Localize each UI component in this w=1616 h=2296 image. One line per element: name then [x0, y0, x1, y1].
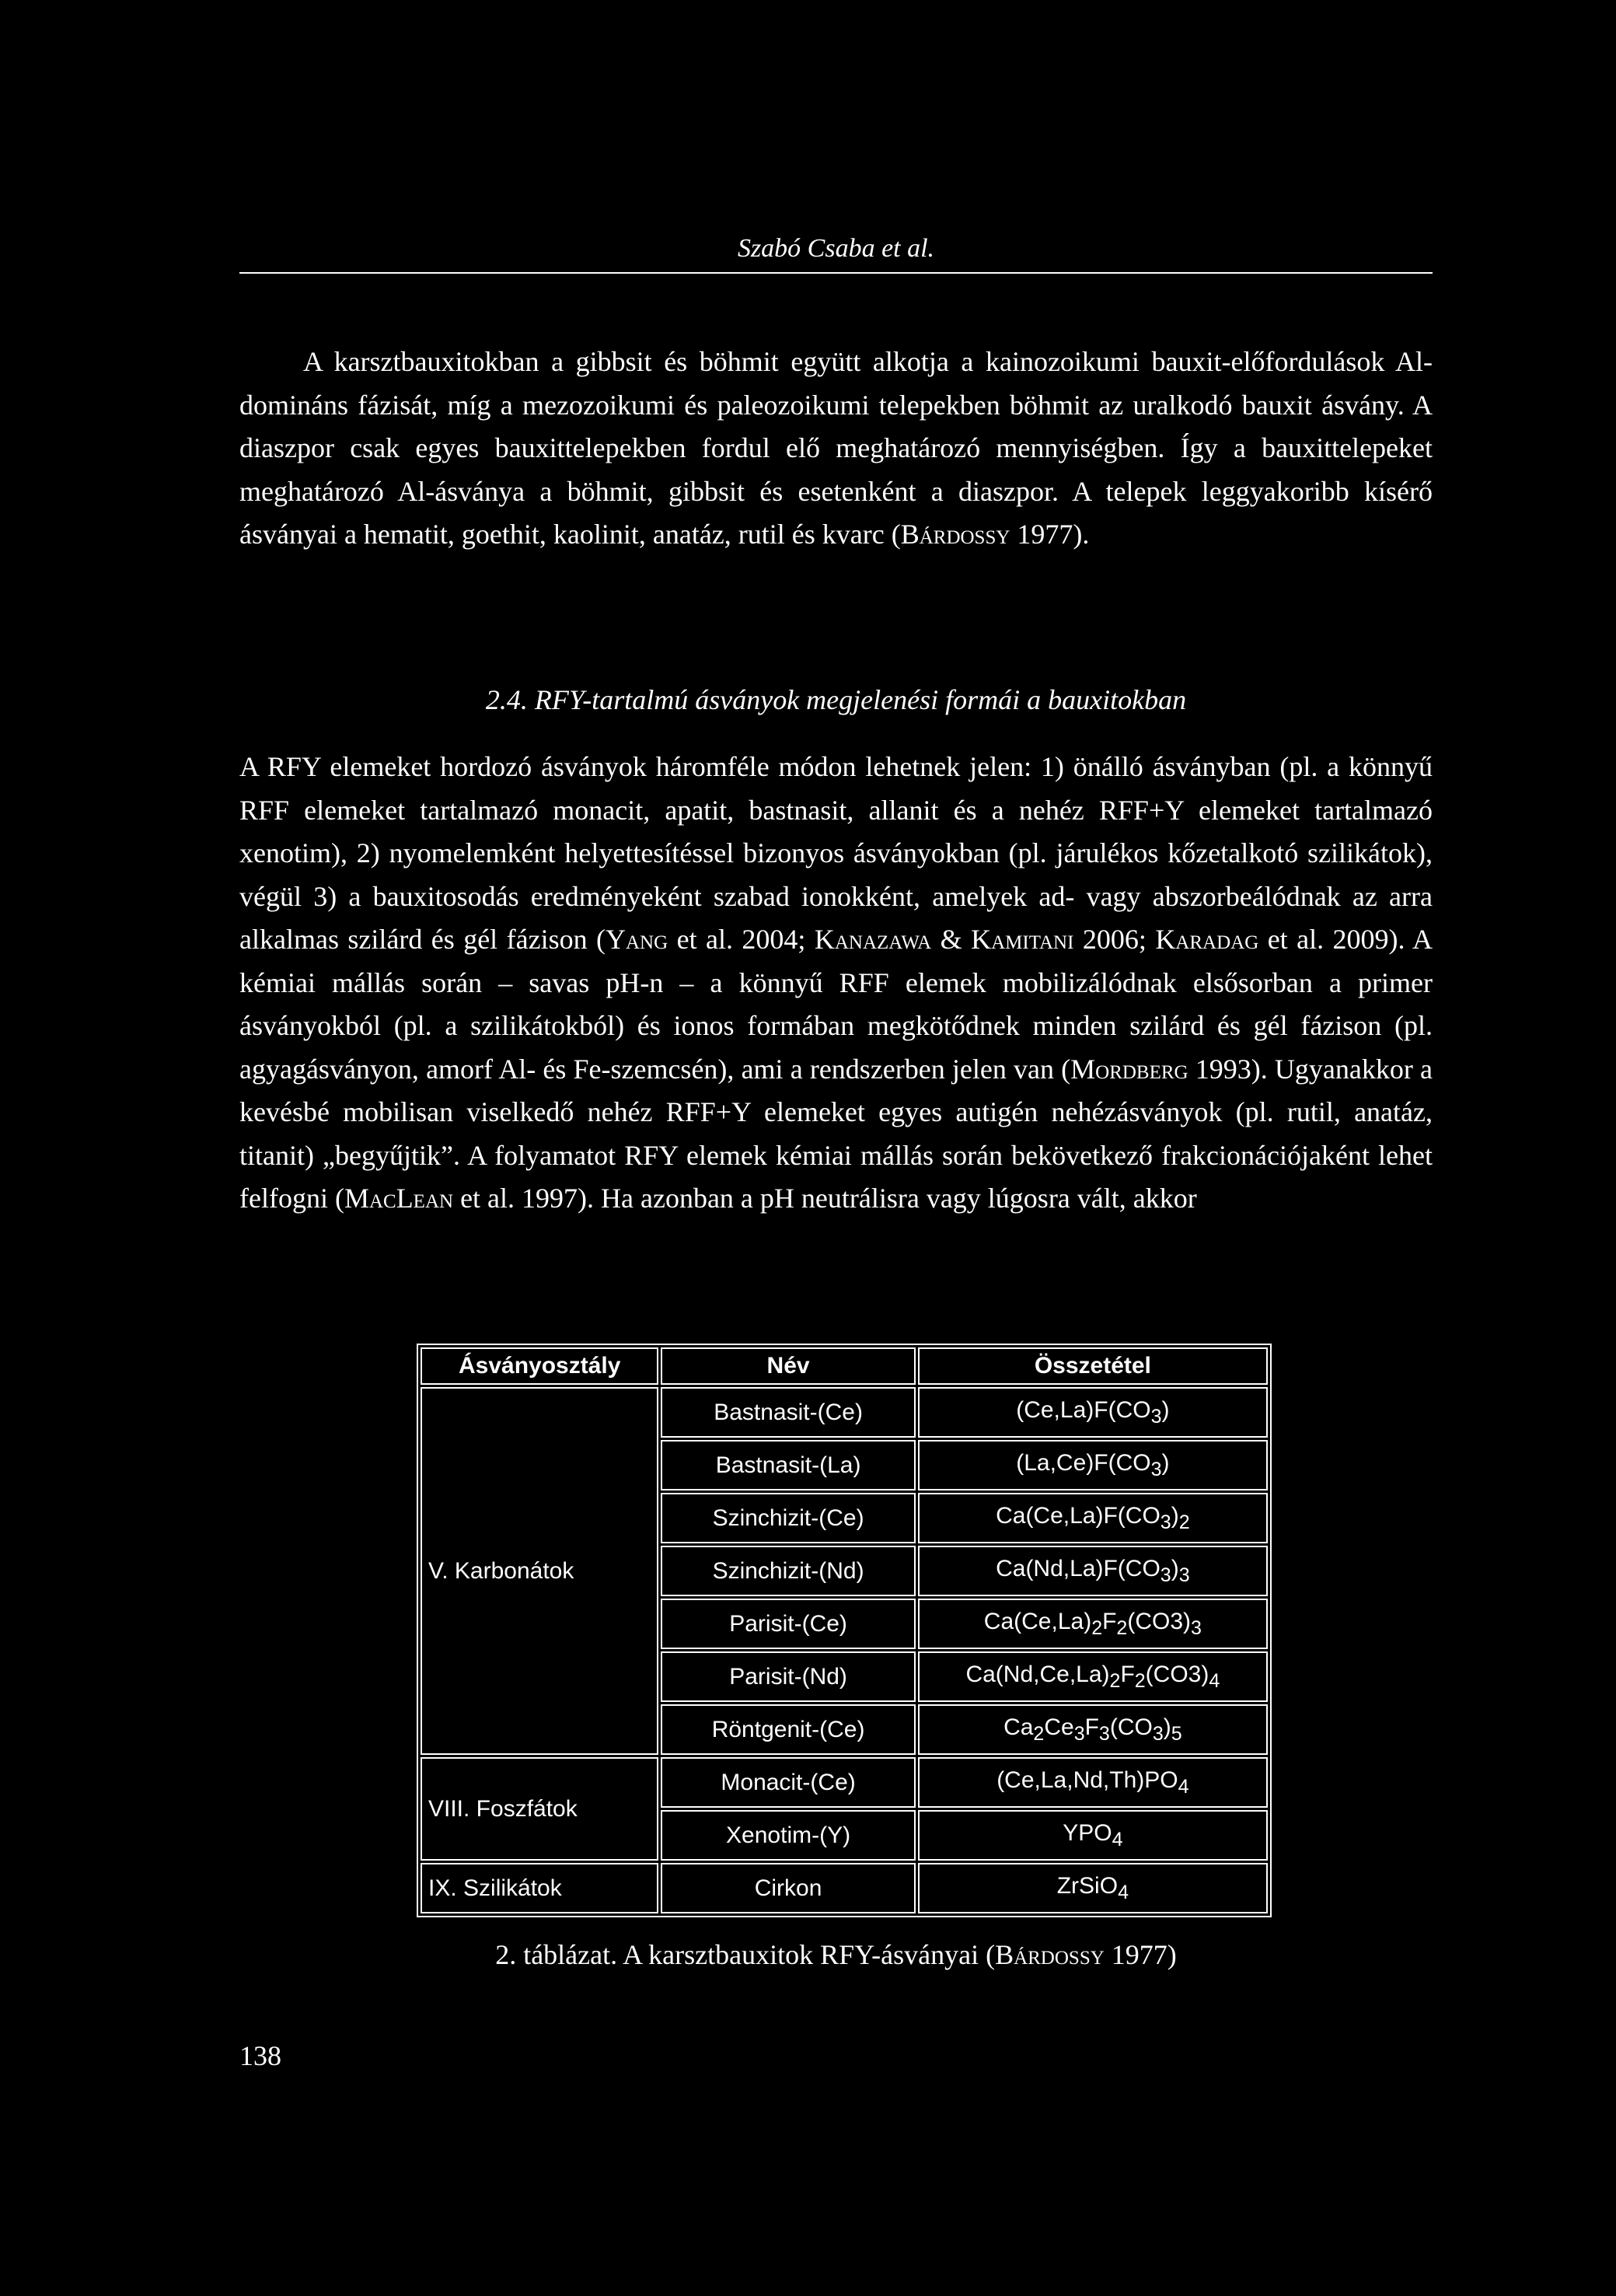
citation-author: Kanazawa [814, 924, 932, 955]
mineral-class-cell: VIII. Foszfátok [421, 1757, 658, 1861]
mineral-formula-cell: $Ca(Nd,La)F(CO_3)_3$ [918, 1546, 1268, 1596]
table-caption [239, 1936, 1433, 1973]
mineral-name-cell: Szinchizit-(Ce) [661, 1493, 915, 1543]
paragraph-text: & [931, 924, 972, 955]
running-header: Szabó Csaba et al. [737, 234, 935, 263]
table-row [421, 1863, 1268, 1913]
mineral-name-cell: Xenotim-(Y) [661, 1810, 915, 1861]
table-header-row [421, 1347, 1268, 1385]
mineral-class-cell: IX. Szilikátok [421, 1863, 658, 1913]
paragraph-text: 1993). Ugyanakkor a kevésbé mobilisan viselkedő nehéz RFF+Y elemeket egyes autigén nehézásványok (pl. rutil, anatáz, titanit) „begyűjtik”. A folyamatot RFY elemek kémiai mállás során bekövetkező frakcionációjaként lehet felfogni ( [239, 1053, 1433, 1214]
paragraph-bauxite-minerals [239, 341, 1433, 557]
paragraph-text: A RFY elemeket hordozó ásványok háromféle módon lehetnek jelen: 1) önálló ásványban (pl. a könnyű RFF elemeket tartalmazó monacit, apatit, bastnasit, allanit és a nehéz RFF+Y elemeket tartalmazó xenotim), 2) nyomelemként helyettesítéssel bizonyos ásványokban (pl. járulékos kőzetalkotó szilikátok), végül 3) a bauxitosodás eredményeként szabad ionokként, amelyek ad- vagy abszorbeálódnak az arra alkalmas szilárd és gél fázison ( [239, 751, 1433, 955]
mineral-formula-cell: $YPO_4$ [918, 1810, 1268, 1861]
mineral-formula-cell: ZrSiO$_4$ [918, 1863, 1268, 1913]
paragraph-text: 1977). [1010, 519, 1090, 550]
column-header-name: Név [661, 1347, 915, 1385]
paragraph-text: 2006; [1073, 924, 1156, 955]
header-rule [239, 272, 1433, 274]
citation-author: Bárdossy [900, 519, 1010, 550]
column-header-composition: Összetétel [918, 1347, 1268, 1385]
citation-author: Yang [606, 924, 668, 955]
paragraph-text: et al. 2009). A kémiai mállás során – savas pH-n – a könnyű RFF elemek mobilizálódnak elsősorban a primer ásványokból (pl. a szilikátokból) és ionos formában megkötődnek minden szilárd és gél fázison (pl. agyagásványon, amorf Al- és Fe-szemcsén), ami a rendszerben jelen van ( [239, 924, 1433, 1085]
mineral-formula-cell: $(La,Ce)F(CO_3)$ [918, 1440, 1268, 1490]
mineral-name-cell: Bastnasit-(La) [661, 1440, 915, 1490]
citation-author: Kamitani [971, 924, 1074, 955]
paragraph-rfy-occurrence [239, 746, 1433, 1221]
minerals-table [417, 1344, 1272, 1917]
column-header-class: Ásványosztály [421, 1347, 658, 1385]
caption-text: 1977) [1104, 1939, 1177, 1970]
mineral-name-cell: Bastnasit-(Ce) [661, 1387, 915, 1438]
table-row [421, 1387, 1268, 1438]
paragraph-text: A karsztbauxitokban a gibbsit és böhmit együtt alkotja a kainozoikumi bauxit-előfordulások Al-domináns fázisát, míg a mezozoikumi és paleozoikumi telepekben böhmit az uralkodó bauxit ásvány. A diaszpor csak egyes bauxittelepekben fordul elő meghatározó mennyiségben. Így a bauxittelepeket meghatározó Al-ásványa a böhmit, gibbsit és esetenként a diaszpor. A telepek leggyakoribb kísérő ásványai a hematit, goethit, kaolinit, anatáz, rutil és kvarc ( [239, 346, 1433, 550]
mineral-name-cell: Cirkon [661, 1863, 915, 1913]
mineral-formula-cell: $(Ce,La)F(CO_3)$ [918, 1387, 1268, 1438]
mineral-formula-cell: $Ca_2Ce_3F_3(CO_3)_5$ [918, 1704, 1268, 1755]
citation-author: Bárdossy [995, 1939, 1105, 1970]
mineral-name-cell: Parisit-(Nd) [661, 1651, 915, 1702]
section-heading: 2.4. RFY-tartalmú ásványok megjelenési formái a bauxitokban [485, 684, 1187, 715]
mineral-class-cell: V. Karbonátok [421, 1387, 658, 1755]
paragraph-text: et al. 1997). Ha azonban a pH neutrálisra vagy lúgosra vált, akkor [453, 1183, 1197, 1214]
table-row [421, 1757, 1268, 1808]
citation-author: Mordberg [1070, 1053, 1188, 1085]
page-number: 138 [239, 2040, 281, 2071]
mineral-name-cell: Szinchizit-(Nd) [661, 1546, 915, 1596]
mineral-formula-cell: $Ca(Ce,La)_2F_2(CO3)_3$ [918, 1599, 1268, 1649]
citation-author: Karadag [1155, 924, 1259, 955]
citation-author: MacLean [344, 1183, 454, 1214]
mineral-formula-cell: $Ca(Ce,La)F(CO_3)_2$ [918, 1493, 1268, 1543]
mineral-formula-cell: $Ca(Nd,Ce,La)_2F_2(CO3)_4$ [918, 1651, 1268, 1702]
mineral-name-cell: Röntgenit-(Ce) [661, 1704, 915, 1755]
mineral-formula-cell: $(Ce,La,Nd,Th)PO_4$ [918, 1757, 1268, 1808]
paragraph-text: et al. 2004; [668, 924, 815, 955]
mineral-name-cell: Parisit-(Ce) [661, 1599, 915, 1649]
mineral-name-cell: Monacit-(Ce) [661, 1757, 915, 1808]
caption-text: 2. táblázat. A karsztbauxitok RFY-ásványai ( [495, 1939, 996, 1970]
